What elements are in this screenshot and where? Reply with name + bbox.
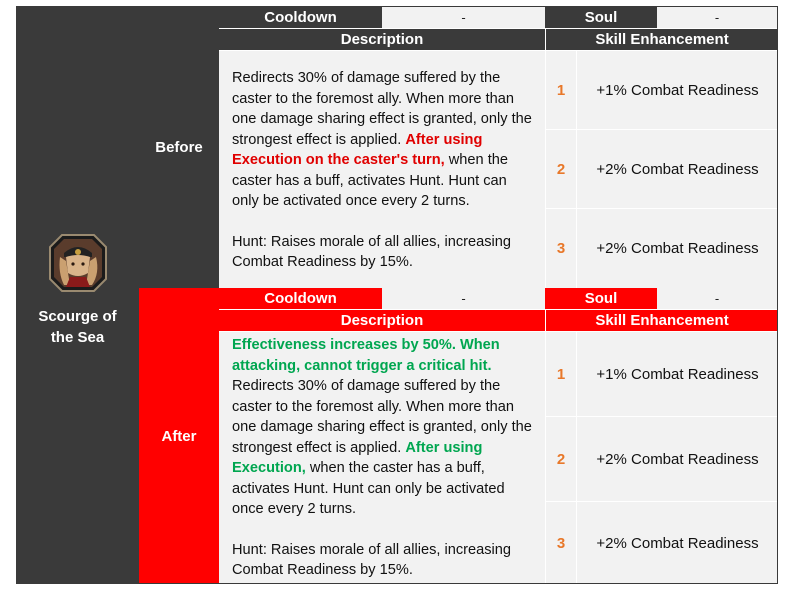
before-cooldown-label: Cooldown (219, 6, 382, 28)
after-cooldown-label: Cooldown (219, 288, 382, 309)
skill-name: Scourge of the Sea (38, 308, 117, 346)
after-enh-text-1: +1% Combat Readiness (577, 332, 778, 416)
before-description: Redirects 30% of damage suffered by the caster to the foremost ally. When more than one damage sharing effect is granted, only the strongest effect is applied. After using Execution on the caster's turn, when the caster has a buff, activates Hunt. Hunt can only be activated once every 2 turns. Hunt: Raises morale of all allies, increasing Combat Readiness by 15%. (219, 51, 545, 288)
after-label: After (161, 427, 197, 445)
before-soul-label: Soul (545, 6, 657, 28)
before-enh-text-2: +2% Combat Readiness (577, 130, 778, 208)
before-enh-level-3: 3 (546, 209, 576, 288)
table-border-bottom (16, 583, 778, 584)
after-cooldown-value: - (382, 288, 545, 309)
after-soul-label: Soul (545, 288, 657, 309)
after-enh-level-3: 3 (546, 502, 576, 584)
character-portrait-icon (48, 233, 108, 293)
before-enh-level-2: 2 (546, 130, 576, 208)
after-enh-level-1: 1 (546, 332, 576, 416)
after-enh-text-2: +2% Combat Readiness (577, 417, 778, 501)
before-enh-text-3: +2% Combat Readiness (577, 209, 778, 288)
before-label: Before (155, 138, 203, 156)
table-border-right (777, 6, 778, 584)
before-enhancement-header: Skill Enhancement (546, 29, 778, 50)
before-label-cell (139, 6, 219, 288)
after-soul-value: - (657, 288, 778, 309)
after-label-cell (139, 288, 219, 584)
after-description: Effectiveness increases by 50%. When attacking, cannot trigger a critical hit. Redirects 30% of damage suffered by the caster to the foremost ally. When more than one damage sharing effect is granted, only the strongest effect is applied. After using Execution, when the caster has a buff, activates Hunt. Hunt can only be activated once every 2 turns. Hunt: Raises morale of all allies, increasing Combat Readiness by 15%. (219, 332, 545, 584)
after-enh-text-3: +2% Combat Readiness (577, 502, 778, 584)
after-enh-level-2: 2 (546, 417, 576, 501)
before-enh-text-1: +1% Combat Readiness (577, 51, 778, 129)
after-description-header: Description (219, 310, 545, 331)
before-cooldown-value: - (382, 6, 545, 28)
after-enhancement-header: Skill Enhancement (546, 310, 778, 331)
skill-name-cell (16, 6, 139, 584)
before-soul-value: - (657, 6, 778, 28)
before-enh-level-1: 1 (546, 51, 576, 129)
before-description-header: Description (219, 29, 545, 50)
